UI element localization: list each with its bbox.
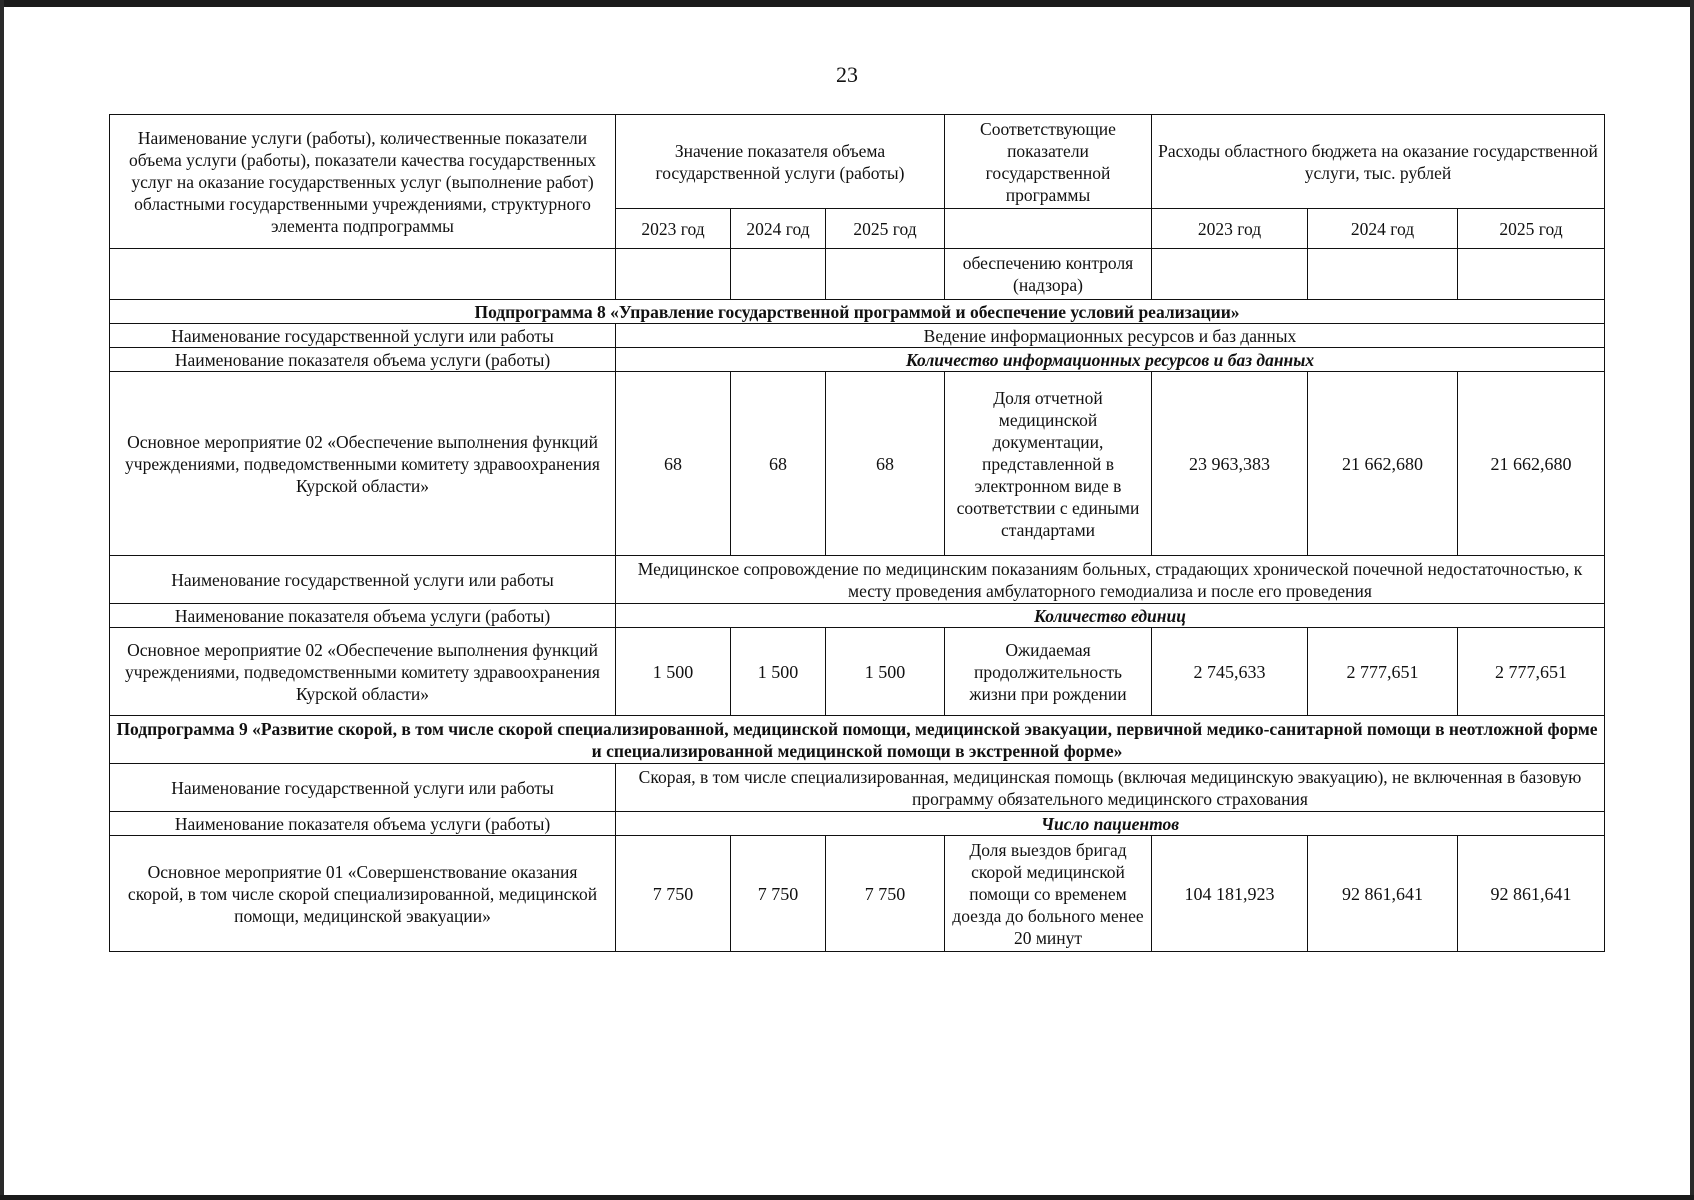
page-number: 23 [836,62,858,87]
service-value: Скорая, в том числе специализированная, медицинская помощь (включая медицинскую эвакуацию), не включенная в базовую программу обязательного медицинского страхования [616,764,1605,812]
expense-2025: 2 777,651 [1458,628,1605,716]
empty-cell [731,249,826,300]
service-value: Медицинское сопровождение по медицинским показаниям больных, страдающих хронической почечной недостаточностью, к месту проведения амбулаторного гемодиализа и после его проведения [616,556,1605,604]
volume-label: Наименование показателя объема услуги (работы) [110,348,616,372]
header-expenses-cell: Расходы областного бюджета на оказание государственной услуги, тыс. рублей [1152,115,1605,209]
subprogram9-title: Подпрограмма 9 «Развитие скорой, в том числе скорой специализированной, медицинской помощи, медицинской эвакуации, первичной медико-санитарной помощи в неотложной форме и специализированной медицинской помощи в экстренной форме» [110,716,1605,764]
volume-label: Наименование показателя объема услуги (работы) [110,604,616,628]
header-year-cell: 2024 год [1308,209,1458,249]
header-name-cell: Наименование услуги (работы), количественные показатели объема услуги (работы), показатели качества государственных услуг на оказание государственных услуг (выполнение работ) областными государственными учреждениями, структурного элемента подпрограммы [110,115,616,249]
expense-2023: 104 181,923 [1152,836,1308,952]
expense-2024: 2 777,651 [1308,628,1458,716]
continuation-row [110,249,1605,300]
expense-2024: 21 662,680 [1308,372,1458,556]
header-year-cell: 2025 год [826,209,945,249]
volume-2025: 7 750 [826,836,945,952]
header-empty-cell [945,209,1152,249]
indicator-cell: Доля отчетной медицинской документации, представленной в электронном виде в соответствии с едиными стандартами [945,372,1152,556]
service-label: Наименование государственной услуги или работы [110,324,616,348]
volume-2025: 1 500 [826,628,945,716]
volume-2024: 1 500 [731,628,826,716]
expense-2025: 21 662,680 [1458,372,1605,556]
empty-cell [616,249,731,300]
volume-2023: 7 750 [616,836,731,952]
activity-row [110,836,1605,952]
expense-2025: 92 861,641 [1458,836,1605,952]
empty-cell [1152,249,1308,300]
header-row [110,115,1605,209]
scan-border-bottom [0,1195,1694,1200]
volume-row [110,604,1605,628]
volume-2025: 68 [826,372,945,556]
volume-2023: 68 [616,372,731,556]
volume-value: Количество информационных ресурсов и баз данных [616,348,1605,372]
activity-name: Основное мероприятие 02 «Обеспечение выполнения функций учреждениями, подведомственными комитету здравоохранения Курской области» [110,372,616,556]
indicator-cell: Доля выездов бригад скорой медицинской помощи со временем доезда до больного менее 20 минут [945,836,1152,952]
volume-2024: 68 [731,372,826,556]
header-year-cell: 2025 год [1458,209,1605,249]
subprogram8-title: Подпрограмма 8 «Управление государственной программой и обеспечение условий реализации» [110,300,1605,324]
continuation-indicator-cell: обеспечению контроля (надзора) [945,249,1152,300]
empty-cell [1458,249,1605,300]
budget-table [109,114,1605,952]
expense-2024: 92 861,641 [1308,836,1458,952]
volume-value: Число пациентов [616,812,1605,836]
header-year-cell: 2024 год [731,209,826,249]
subprogram8-title-row [110,300,1605,324]
volume-value: Количество единиц [616,604,1605,628]
service-label: Наименование государственной услуги или работы [110,556,616,604]
service-row [110,324,1605,348]
empty-cell [110,249,616,300]
volume-label: Наименование показателя объема услуги (работы) [110,812,616,836]
service-row [110,556,1605,604]
expense-2023: 23 963,383 [1152,372,1308,556]
indicator-cell: Ожидаемая продолжительность жизни при рождении [945,628,1152,716]
header-year-cell: 2023 год [1152,209,1308,249]
header-volume-cell: Значение показателя объема государственной услуги (работы) [616,115,945,209]
empty-cell [1308,249,1458,300]
volume-row [110,812,1605,836]
expense-2023: 2 745,633 [1152,628,1308,716]
activity-row [110,372,1605,556]
header-year-cell: 2023 год [616,209,731,249]
activity-row [110,628,1605,716]
header-indicators-cell: Соответствующие показатели государственной программы [945,115,1152,209]
scan-border-top [0,0,1694,7]
activity-name: Основное мероприятие 02 «Обеспечение выполнения функций учреждениями, подведомственными комитету здравоохранения Курской области» [110,628,616,716]
empty-cell [826,249,945,300]
scan-border-right [1690,0,1694,1200]
activity-name: Основное мероприятие 01 «Совершенствование оказания скорой, в том числе скорой специализированной, медицинской помощи, медицинской эвакуации» [110,836,616,952]
volume-2024: 7 750 [731,836,826,952]
service-label: Наименование государственной услуги или работы [110,764,616,812]
scan-border-left [0,0,4,1200]
volume-2023: 1 500 [616,628,731,716]
service-value: Ведение информационных ресурсов и баз данных [616,324,1605,348]
service-row [110,764,1605,812]
subprogram9-title-row [110,716,1605,764]
volume-row [110,348,1605,372]
